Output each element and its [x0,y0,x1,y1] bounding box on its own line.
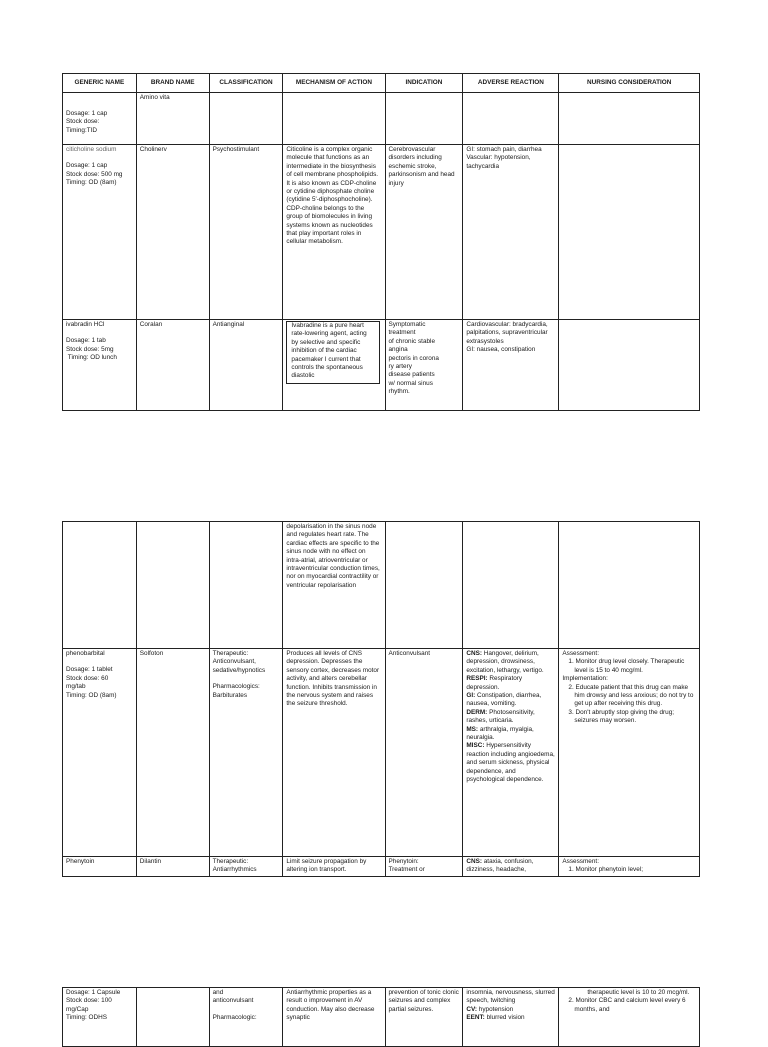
cell-nursing [559,522,700,649]
cell-indication [385,522,463,649]
header-mechanism: MECHANISM OF ACTION [283,74,385,93]
cell-brand [136,988,209,1047]
cell-nursing [559,93,700,145]
mechanism-inner-box: Ivabradine is a pure heart rate-lowering agent, acting by selective and specific inhibition of the cardiac pacemaker I current that controls the spontaneous diastolic [286,321,379,384]
cell-brand: Solfoton [136,649,209,857]
table-row-citicholine [63,145,700,320]
cell-mechanism [283,93,385,145]
cell-generic: ivabradin HCl Dosage: 1 tab Stock dose: 5mg Timing: OD lunch [63,320,137,411]
cell-classification: Therapeutic: Anticonvulsant, sedative/hypnotics Pharmacologics: Barbiturates [209,649,283,857]
cell-brand [136,522,209,649]
cell-indication: Symptomatic treatment of chronic stable angina pectoris in corona ry artery disease patients w/ normal sinus rhythm. [385,320,463,411]
cell-generic: Dosage: 1 cap Stock dose: Timing:TID [63,93,137,145]
cell-mechanism: Limit seizure propagation by altering ion transport. [283,857,385,877]
cell-generic [63,522,137,649]
table-row-phenobarbital [63,649,700,857]
cell-mechanism [283,320,385,411]
cell-adverse: GI: stomach pain, diarrhea Vascular: hypotension, tachycardia [463,145,559,320]
drug-table-page-3 [62,987,700,1047]
drug-table-page-1 [62,73,700,411]
cell-nursing: therapeutic level is 10 to 20 mcg/ml. 2. Monitor CBC and calcium level every 6 months, and [559,988,700,1047]
table-row-phenytoin-continued [63,988,700,1047]
cell-mechanism: Antiarrhythmic properties as a result o improvement in AV conduction. May also decrease synaptic [283,988,385,1047]
cell-generic: Phenytoin [63,857,137,877]
cell-classification [209,522,283,649]
cell-brand: Coralan [136,320,209,411]
header-indication: INDICATION [385,74,463,93]
cell-adverse [463,93,559,145]
cell-classification: Antianginal [209,320,283,411]
drug-table-page-2 [62,521,700,877]
table-row-phenytoin [63,857,700,877]
cell-mechanism: Citicoline is a complex organic molecule that functions as an intermediate in the biosynthesis of cell membrane phospholipids. It is also known as CDP-choline or cytidine diphosphate choline (cytidine 5'-diphosphocholine). CDP-choline belongs to the group of biomolecules in living systems known as nucleotides that play important roles in cellular metabolism. [283,145,385,320]
cell-adverse: Cardiovascular: bradycardia, palpitations, supraventricular extrasystoles GI: nausea, constipation [463,320,559,411]
cell-generic: citicholine sodium Dosage: 1 cap Stock dose: 500 mg Timing: OD (8am) [63,145,137,320]
cell-mechanism: depolarisation in the sinus node and regulates heart rate. The cardiac effects are specific to the sinus node with no effect on intra-atrial, atrioventricular or intraventricular conduction times, nor on myocardial contractility or ventricular repolarisation [283,522,385,649]
cell-adverse: CNS: Hangover, delirium, depression, drowsiness, excitation, lethargy, vertigo. RESPI: Respiratory depression. GI: Constipation, diarrhea, nausea, vomiting. DERM: Photosensitivity, rashes, urticaria. MS: arthralgia, myalgia, neuralgia. MISC: Hypersensitivity reaction including angioedema, and serum sickness, physical dependence, and psychological dependence. [463,649,559,857]
header-classification: CLASSIFICATION [209,74,283,93]
header-brand-name: BRAND NAME [136,74,209,93]
cell-generic: phenobarbital Dosage: 1 tablet Stock dose: 60 mg/tab Timing: OD (8am) [63,649,137,857]
cell-indication: Cerebrovascular disorders including eschemic stroke, parkinsonism and head injury [385,145,463,320]
cell-brand: Cholinerv [136,145,209,320]
cell-classification: Therapeutic: Antiarrhythmics [209,857,283,877]
header-nursing-consideration: NURSING CONSIDERATION [559,74,700,93]
cell-classification: and anticonvulsant Pharmacologic: [209,988,283,1047]
table-row-ivabradin [63,320,700,411]
table-row-amino-vita [63,93,700,145]
cell-indication: Phenytoin: Treatment or [385,857,463,877]
cell-indication [385,93,463,145]
cell-classification [209,93,283,145]
cell-brand: Amino vita [136,93,209,145]
table-header-row [63,74,700,93]
cell-nursing: Assessment: 1. Monitor drug level closely. Therapeutic level is 15 to 40 mcg/ml. Implementation: 2. Educate patient that this drug can make him drowsy and less anxious; do not try to get up after receiving this drug. 3. Don't abruptly stop giving the drug; seizures may worsen. [559,649,700,857]
table-row-ivabradin-continued [63,522,700,649]
cell-nursing [559,320,700,411]
cell-indication: prevention of tonic clonic seizures and complex partial seizures. [385,988,463,1047]
cell-generic: Dosage: 1 Capsule Stock dose: 100 mg/Cap Timing: ODHS [63,988,137,1047]
cell-adverse [463,522,559,649]
cell-adverse: CNS: ataxia, confusion, dizziness, headache, [463,857,559,877]
cell-nursing: Assessment: 1. Monitor phenytoin level; [559,857,700,877]
header-generic-name: GENERIC NAME [63,74,137,93]
cell-adverse: insomnia, nervousness, slurred speech, twitching CV: hypotension EENT: blurred vision [463,988,559,1047]
cell-classification: Psychostimulant [209,145,283,320]
cell-brand: Dilantin [136,857,209,877]
cell-nursing [559,145,700,320]
cell-mechanism: Produces all levels of CNS depression. Depresses the sensory cortex, decreases motor activity, and alters cerebellar function. Inhibits transmission in the nervous system and raises the seizure threshold. [283,649,385,857]
header-adverse-reaction: ADVERSE REACTION [463,74,559,93]
cell-indication: Anticonvulsant [385,649,463,857]
